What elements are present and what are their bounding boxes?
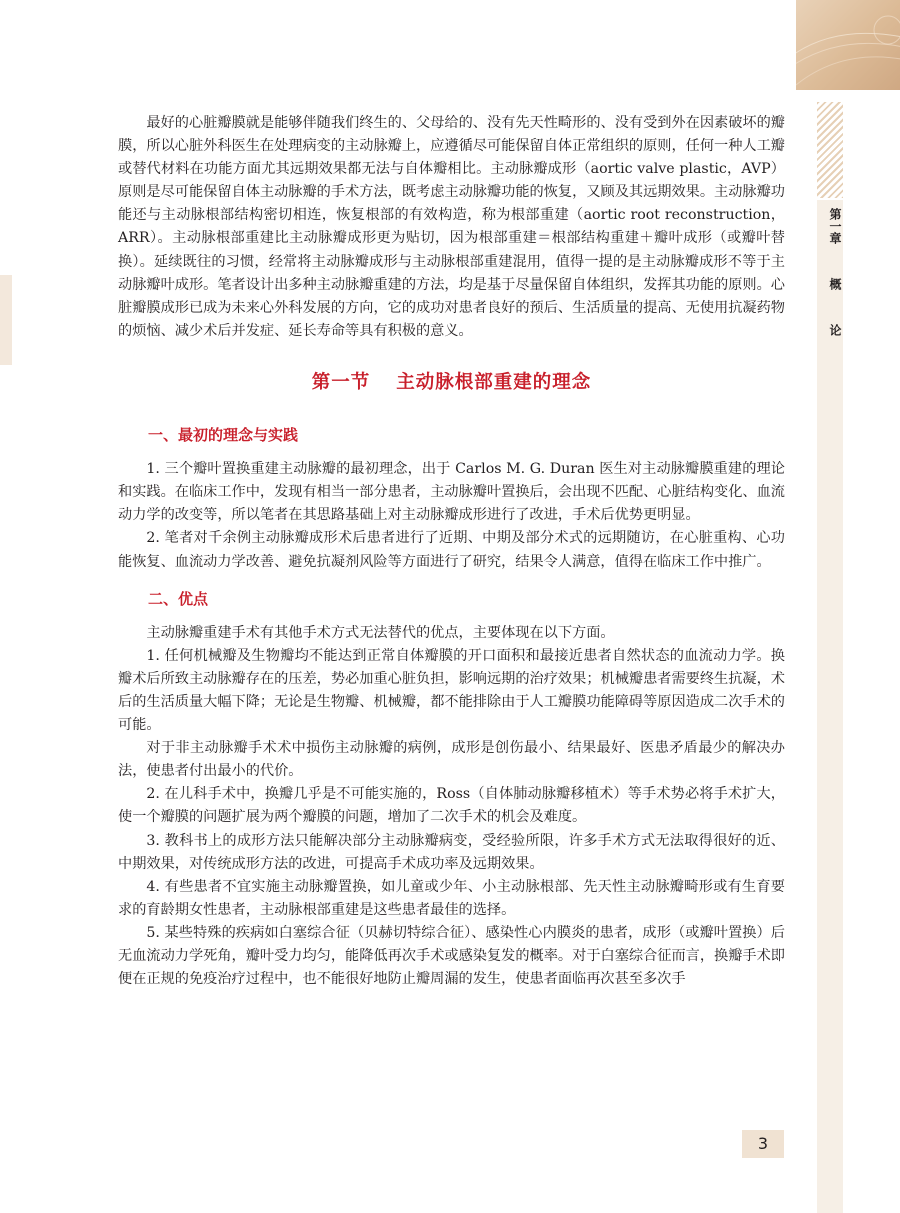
section-number: 第一节 [311,371,371,393]
chapter-number: 第一章 [828,208,842,244]
chapter-side-bar [817,200,843,1213]
page-number: 3 [742,1130,784,1158]
subsection1-paragraph: 1. 三个瓣叶置换重建主动脉瓣的最初理念，出于 Carlos M. G. Duran 医生对主动脉瓣膜重建的理论和实践。在临床工作中，发现有相当一部分患者，主动脉瓣叶置换后，会出现不匹配、心脏结构变化、血流动力学的改变等，所以笔者在其思路基础上对主动脉瓣成形进行了改进，手术后优势更明显。 [118,461,785,524]
subsection2-paragraph: 5. 某些特殊的疾病如白塞综合征（贝赫切特综合征）、感染性心内膜炎的患者，成形（或瓣叶置换）后无血流动力学死角，瓣叶受力均匀，能降低再次手术或感染复发的概率。对于白塞综合征而言，换瓣手术即便在正规的免疫治疗过程中，也不能很好地防止瓣周漏的发生，使患者面临再次甚至多次手 [118,924,785,988]
margin-hatch-decoration [817,102,843,198]
subsection2-paragraph: 4. 有些患者不宜实施主动脉瓣置换，如儿童或少年、小主动脉根部、先天性主动脉瓣畸形或有生育要求的育龄期女性患者，主动脉根部重建是这些患者最佳的选择。 [118,878,785,918]
subsection2-paragraph: 2. 在儿科手术中，换瓣几乎是不可能实施的，Ross（自体肺动脉瓣移植术）等手术势必将手术扩大，使一个瓣膜的问题扩展为两个瓣膜的问题，增加了二次手术的机会及难度。 [118,786,785,826]
section-title [118,371,785,394]
subsection2-paragraph: 对于非主动脉瓣手术术中损伤主动脉瓣的病例，成形是创伤最小、结果最好、医患矛盾最少的解决办法，使患者付出最小的代价。 [118,740,785,780]
subsection-title-1: 一、最初的理念与实践 [148,426,299,445]
subsection2-paragraph: 3. 教科书上的成形方法只能解决部分主动脉瓣病变，受经验所限，许多手术方式无法取得很好的近、中期效果，对传统成形方法的改进，可提高手术成功率及远期效果。 [118,832,785,872]
section-title-text: 主动脉根部重建的理念 [396,371,592,393]
page-content [118,112,785,991]
chapter-title-char-2: 论 [828,324,842,336]
subsection2-paragraph: 1. 任何机械瓣及生物瓣均不能达到正常自体瓣膜的开口面积和最接近患者自然状态的血流动力学。换瓣术后所致主动脉瓣存在的压差，势必加重心脏负担，影响远期的治疗效果；机械瓣患者需要终生抗凝，术后的生活质量大幅下降；无论是生物瓣、机械瓣，都不能排除由于人工瓣膜功能障碍等原因造成二次手术的可能。 [118,647,785,734]
subsection-title-2: 二、优点 [148,589,209,608]
subsection2-paragraph: 主动脉瓣重建手术有其他手术方式无法替代的优点，主要体现在以下方面。 [146,624,615,641]
corner-decoration [796,0,900,90]
chapter-label [817,208,843,336]
chapter-title-char-1: 概 [828,278,842,290]
left-margin-strip [0,275,12,365]
intro-paragraph: 最好的心脏瓣膜就是能够伴随我们终生的、父母给的、没有先天性畸形的、没有受到外在因素破坏的瓣膜，所以心脏外科医生在处理病变的主动脉瓣上，应遵循尽可能保留自体正常组织的原则，任何一种人工瓣或替代材料在功能方面尤其远期效果都无法与自体瓣相比。主动脉瓣成形（aortic valve plastic，AVP）原则是尽可能保留自体主动脉瓣的手术方法，既考虑主动脉瓣功能的恢复，又顾及其远期效果。主动脉瓣功能还与主动脉根部结构密切相连，恢复根部的有效构造，称为根部重建（aortic root reconstruction，ARR）。主动脉根部重建比主动脉瓣成形更为贴切，因为根部重建＝根部结构重建＋瓣叶成形（或瓣叶替换）。延续既往的习惯，经常将主动脉瓣成形与主动脉根部重建混用，值得一提的是主动脉瓣成形不等于主动脉瓣叶成形。笔者设计出多种主动脉瓣重建的方法，均是基于尽量保留自体组织，发挥其功能的原则。心脏瓣膜成形已成为未来心外科发展的方向，它的成功对患者良好的预后、生活质量的提高、无使用抗凝药物的烦恼、减少术后并发症、延长寿命等具有积极的意义。 [118,115,785,339]
subsection1-paragraph: 2. 笔者对千余例主动脉瓣成形术后患者进行了近期、中期及部分术式的远期随访，在心脏重构、心功能恢复、血流动力学改善、避免抗凝剂风险等方面进行了研究，结果令人满意，值得在临床工作中推广。 [118,530,785,570]
